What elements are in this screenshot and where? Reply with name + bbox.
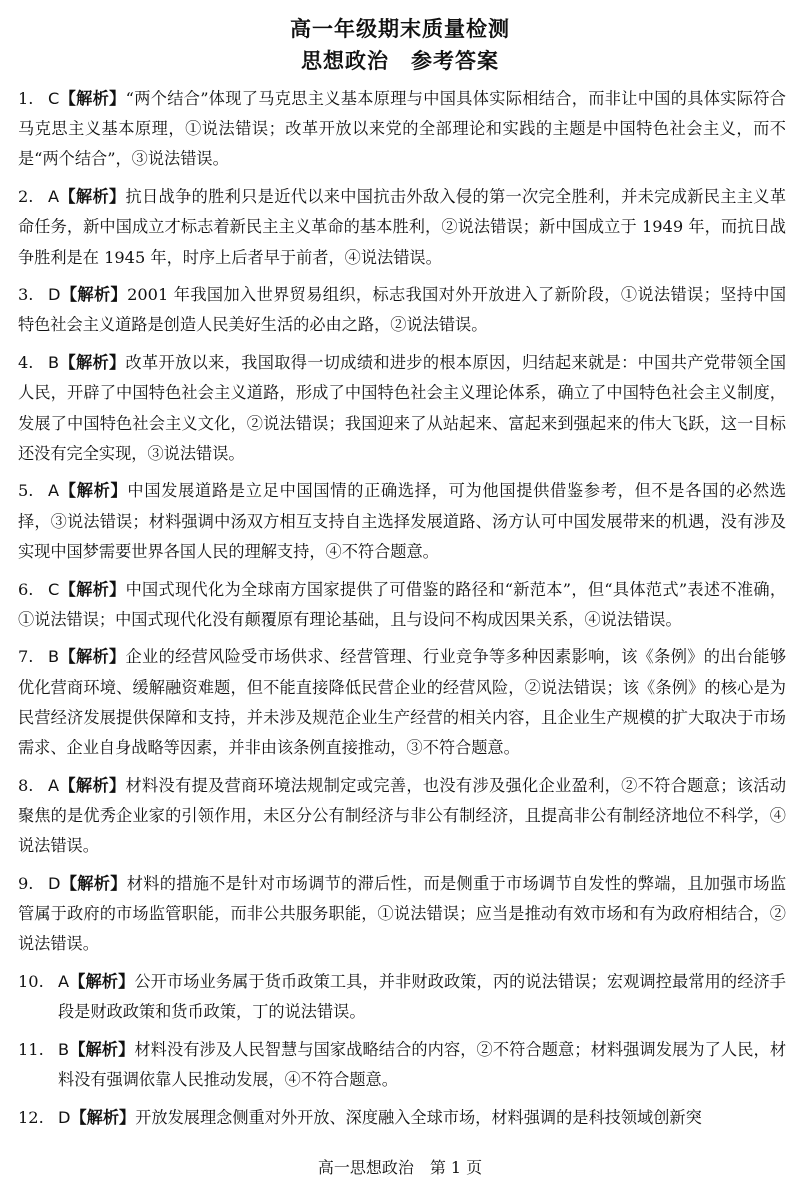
- answer-choice: C: [48, 579, 60, 599]
- subject-label: 思想政治: [301, 49, 389, 73]
- answer-number: 12.: [18, 1107, 44, 1127]
- answer-item-9: [18, 869, 786, 960]
- page-subtitle: [0, 46, 800, 76]
- answer-choice: D: [48, 285, 61, 305]
- answer-number: 7.: [18, 647, 34, 667]
- answer-item-4: [18, 348, 786, 469]
- analysis-text: 公开市场业务属于货币政策工具，并非财政政策，丙的说法错误；宏观调控最常用的经济手段是财政政策和货币政策，丁的说法错误。: [58, 971, 786, 1022]
- answer-number: 4.: [18, 353, 34, 373]
- answer-number: 3.: [18, 285, 34, 305]
- answer-choice: B: [48, 647, 60, 667]
- analysis-text: 材料没有提及营商环境法规制定或完善，也没有涉及强化企业盈利，②不符合题意；该活动聚焦的是优秀企业家的引领作用，未区分公有制经济与非公有制经济，且提高非公有制经济地位不科学，④说法错误。: [18, 775, 787, 856]
- analysis-tag: 【解析】: [59, 775, 126, 795]
- analysis-tag: 【解析】: [60, 873, 127, 893]
- answer-item-10: [18, 967, 786, 1027]
- answer-choice: A: [48, 775, 60, 795]
- analysis-tag: 【解析】: [59, 481, 128, 501]
- answer-number: 1.: [18, 89, 34, 108]
- analysis-tag: 【解析】: [59, 187, 126, 207]
- answer-choice: A: [48, 481, 60, 501]
- answer-item-7: [18, 642, 786, 763]
- answer-number: 11.: [18, 1039, 44, 1059]
- analysis-text: 企业的经营风险受市场供求、经营管理、行业竞争等多种因素影响，该《条例》的出台能够优化营商环境、缓解融资难题，但不能直接降低民营企业的经营风险，②说法错误；该《条例》的核心是为民营经济发展提供保障和支持，并未涉及规范企业生产经营的相关内容，且企业生产规模的扩大取决于市场需求、企业自身战略等因素，并非由该条例直接推动，③不符合题意。: [18, 647, 787, 758]
- answer-item-11: [18, 1035, 786, 1095]
- answer-choice: D: [58, 1107, 71, 1127]
- analysis-text: 2001 年我国加入世界贸易组织，标志我国对外开放进入了新阶段，①说法错误；坚持中国特色社会主义道路是创造人民美好生活的必由之路，②说法错误。: [18, 285, 787, 335]
- answer-key-label: 参考答案: [411, 49, 499, 73]
- analysis-text: 中国发展道路是立足中国国情的正确选择，可为他国提供借鉴参考，但不是各国的必然选择，③说法错误；材料强调中汤双方相互支持自主选择发展道路、汤方认可中国发展带来的机遇，没有涉及实现中国梦需要世界各国人民的理解支持，④不符合题意。: [18, 481, 787, 561]
- answer-number: 2.: [18, 187, 34, 207]
- analysis-tag: 【解析】: [69, 971, 135, 991]
- answer-number: 8.: [18, 775, 34, 795]
- analysis-text: 材料的措施不是针对市场调节的滞后性，而是侧重于市场调节自发性的弊端，且加强市场监管属于政府的市场监管职能，而非公共服务职能，①说法错误；应当是推动有效市场和有为政府相结合，②说法错误。: [18, 873, 787, 954]
- analysis-tag: 【解析】: [59, 579, 126, 599]
- analysis-tag: 【解析】: [59, 353, 126, 373]
- analysis-text: 中国式现代化为全球南方国家提供了可借鉴的路径和“新范本”，但“具体范式”表述不准确，①说法错误；中国式现代化没有颠覆原有理论基础，且与设问不构成因果关系，④说法错误。: [18, 579, 787, 629]
- analysis-tag: 【解析】: [70, 1107, 136, 1127]
- analysis-tag: 【解析】: [59, 89, 126, 108]
- answer-number: 5.: [18, 481, 34, 501]
- answer-choice: A: [48, 187, 60, 207]
- analysis-text: “两个结合”体现了马克思主义基本原理与中国具体实际相结合，而非让中国的具体实际符合马克思主义基本原理，①说法错误；改革开放以来党的全部理论和实践的主题是中国特色社会主义，而不是“两个结合”，③说法错误。: [18, 89, 786, 169]
- answer-choice: A: [58, 971, 70, 991]
- answer-item-1: [18, 84, 786, 175]
- analysis-tag: 【解析】: [69, 1039, 135, 1059]
- answer-item-12: [18, 1103, 786, 1133]
- answer-item-2: [18, 182, 786, 273]
- page-footer: 高一思想政治 第 1 页: [317, 1158, 483, 1177]
- analysis-tag: 【解析】: [59, 647, 126, 667]
- answer-choice: C: [48, 89, 60, 108]
- analysis-text: 材料没有涉及人民智慧与国家战略结合的内容，②不符合题意；材料强调发展为了人民，材料没有强调依靠人民推动发展，④不符合题意。: [58, 1039, 787, 1090]
- answer-choice: B: [58, 1039, 70, 1059]
- answer-number: 10.: [18, 971, 44, 991]
- answer-number: 9.: [18, 873, 34, 893]
- answer-choice: D: [48, 873, 61, 893]
- answer-choice: B: [48, 353, 60, 373]
- page-title: 高一年级期末质量检测: [290, 17, 510, 41]
- analysis-tag: 【解析】: [60, 285, 128, 305]
- analysis-text: 抗日战争的胜利只是近代以来中国抗击外敌入侵的第一次完全胜利，并未完成新民主主义革命任务，新中国成立才标志着新民主主义革命的基本胜利，②说法错误；新中国成立于 1949 年，而抗日战争胜利是在 1945 年，时序上后者早于前者，④说法错误。: [18, 187, 787, 267]
- answer-item-6: [18, 575, 786, 635]
- answer-item-3: [18, 280, 786, 340]
- answer-item-8: [18, 771, 786, 862]
- answer-list: [18, 84, 786, 1141]
- answer-number: 6.: [18, 579, 34, 599]
- analysis-text: 改革开放以来，我国取得一切成绩和进步的根本原因，归结起来就是：中国共产党带领全国人民，开辟了中国特色社会主义道路，形成了中国特色社会主义理论体系，确立了中国特色社会主义制度，发展了中国特色社会主义文化，②说法错误；我国迎来了从站起来、富起来到强起来的伟大飞跃，这一目标还没有完全实现，③说法错误。: [18, 353, 787, 463]
- answer-item-5: [18, 476, 786, 567]
- analysis-text: 开放发展理念侧重对外开放、深度融入全球市场，材料强调的是科技领域创新突: [135, 1107, 702, 1127]
